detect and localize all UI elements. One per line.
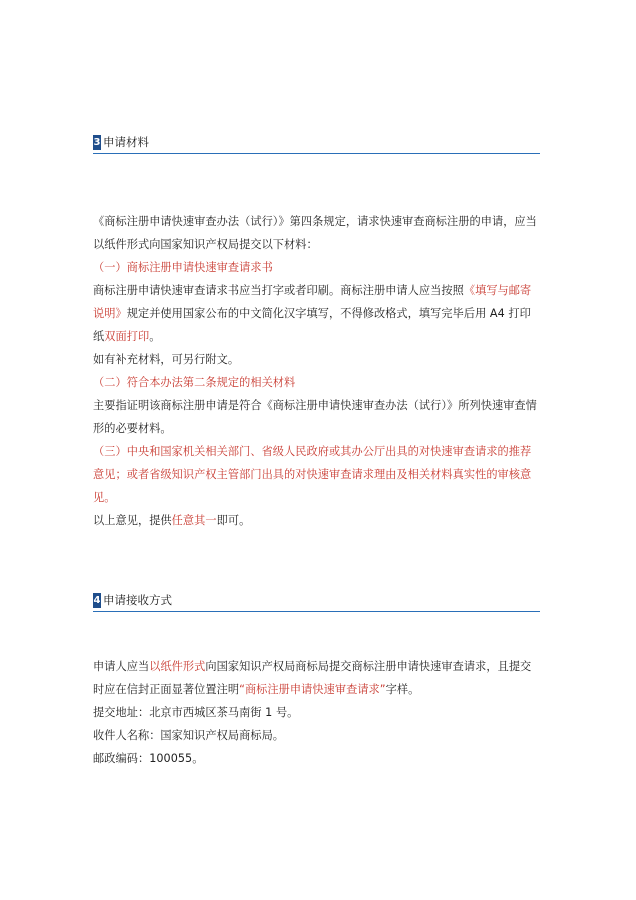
item1-body-text: 规定并使用国家公布的中文简化汉字填写，不得修改格式，填写完毕后用 A4 打印纸 [93, 307, 531, 343]
item-title [93, 256, 540, 279]
submission-text: 申请人应当 [93, 660, 150, 673]
section-number-badge: 3 [93, 137, 101, 148]
item2-body-text: 主要指证明该商标注册申请是符合《商标注册申请快速审查办法（试行）》所列快速审查情形的必要材料。 [93, 399, 537, 435]
item1-body-highlight: 《填写与邮寄说明》 [93, 284, 532, 320]
section-body-4 [93, 655, 540, 770]
submission-highlight: 以纸件形式 [149, 660, 206, 673]
closing-text: 即可。 [216, 514, 251, 527]
postcode-line [93, 747, 540, 770]
section-header-4 [93, 591, 540, 612]
closing-highlight: 任意其一 [171, 514, 217, 527]
item-body [93, 394, 540, 440]
intro-text: 《商标注册申请快速审查办法（试行）》第四条规定，请求快速审查商标注册的申请，应当以纸件形式向国家知识产权局提交以下材料： [93, 215, 537, 251]
item2-title: （二）符合本办法第二条规定的相关材料 [93, 376, 296, 389]
section-title: 申请接收方式 [103, 593, 172, 607]
submission-text: 向国家知识产权局商标局提交商标注册申请快速审查请求，且提交时应在信封正面显著位置注明 [93, 660, 532, 696]
submission-highlight: “商标注册申请快速审查请求” [239, 683, 386, 696]
closing-paragraph [93, 509, 540, 532]
item-body [93, 279, 540, 348]
item-attachment-note [93, 348, 540, 371]
recipient-line [93, 724, 540, 747]
item-body [93, 440, 540, 509]
submission-paragraph [93, 655, 540, 701]
item1-attach-text: 如有补充材料，可另行附文。 [93, 353, 240, 366]
item1-title: （一）商标注册申请快速审查请求书 [93, 261, 273, 274]
item3-body-text: （三）中央和国家机关相关部门、省级人民政府或其办公厅出具的对快速审查请求的推荐意见；或者省级知识产权主管部门出具的对快速审查请求理由及相关材料真实性的审核意见。 [93, 445, 532, 504]
section-body-3 [93, 210, 540, 532]
address-text: 提交地址：北京市西城区茶马南街 1 号。 [93, 706, 299, 719]
closing-text: 以上意见，提供 [93, 514, 172, 527]
postcode-text: 邮政编码：100055。 [93, 752, 204, 765]
item1-body-text: 。 [149, 330, 161, 343]
recipient-text: 收件人名称：国家知识产权局商标局。 [93, 729, 285, 742]
item1-body-text: 商标注册申请快速审查请求书应当打字或者印刷。商标注册申请人应当按照 [93, 284, 464, 297]
submission-text: 字样。 [385, 683, 420, 696]
address-line [93, 701, 540, 724]
section-header-3 [93, 133, 540, 154]
item1-body-highlight: 双面打印 [104, 330, 150, 343]
section-title: 申请材料 [103, 135, 149, 149]
intro-paragraph [93, 210, 540, 256]
item-title [93, 371, 540, 394]
section-number-badge: 4 [93, 595, 101, 606]
